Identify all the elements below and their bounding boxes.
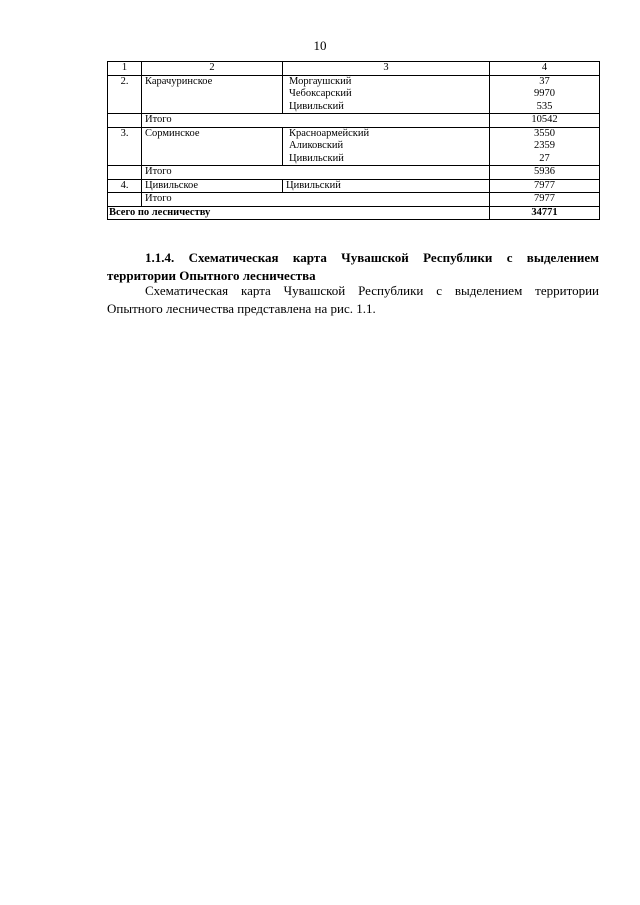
district-name: Чебоксарский [289,88,352,99]
column-header: 2 [142,62,283,76]
column-header: 1 [108,62,142,76]
forestry-name: Сорминское [142,127,283,166]
subtotal-value: 5936 [490,166,600,180]
grand-total-label: Всего по лесничеству [108,206,490,220]
column-header: 4 [490,62,600,76]
page-number: 10 [313,38,327,53]
subtotal-value: 7977 [490,193,600,207]
area-value: 9970 [534,88,555,99]
section-paragraph: Схематическая карта Чувашской Республики с выделением территории Опытного лесничества представлена на рис. 1.1. [107,283,599,316]
area-list [490,75,600,114]
forestry-name: Цивильское [142,179,283,193]
district-name: Аликовский [289,140,344,151]
subtotal-label: Итого [142,193,490,207]
area-value: 7977 [490,179,600,193]
row-number: 4. [108,179,142,193]
district-name: Красноармейский [289,127,370,139]
grand-total-value: 34771 [490,206,600,220]
district-name: Моргаушский [289,75,352,87]
table-row [108,179,600,193]
subtotal-row [108,166,600,180]
row-number: 2. [108,75,142,114]
area-value: 27 [539,152,550,164]
subtotal-value: 10542 [490,114,600,128]
district-list [283,127,490,166]
table-header-row [108,62,600,76]
table-row [108,75,600,114]
forestry-table [107,61,600,220]
area-value: 37 [539,75,550,87]
section-heading: 1.1.4. Схематическая карта Чувашской Республики с выделением территории Опытного лесничества [107,250,599,283]
subtotal-row [108,193,600,207]
district-name: Цивильский [289,100,344,112]
subtotal-label: Итого [142,166,490,180]
area-value: 535 [536,100,553,112]
district-name: Цивильский [283,179,490,193]
column-header: 3 [283,62,490,76]
district-list [283,75,490,114]
subtotal-label: Итого [142,114,490,128]
area-value: 2359 [534,140,555,151]
area-value: 3550 [534,127,555,139]
grand-total-row [108,206,600,220]
area-list [490,127,600,166]
table-row [108,127,600,166]
subtotal-row [108,114,600,128]
district-name: Цивильский [289,152,344,164]
row-number: 3. [108,127,142,166]
forestry-name: Карачуринское [142,75,283,114]
